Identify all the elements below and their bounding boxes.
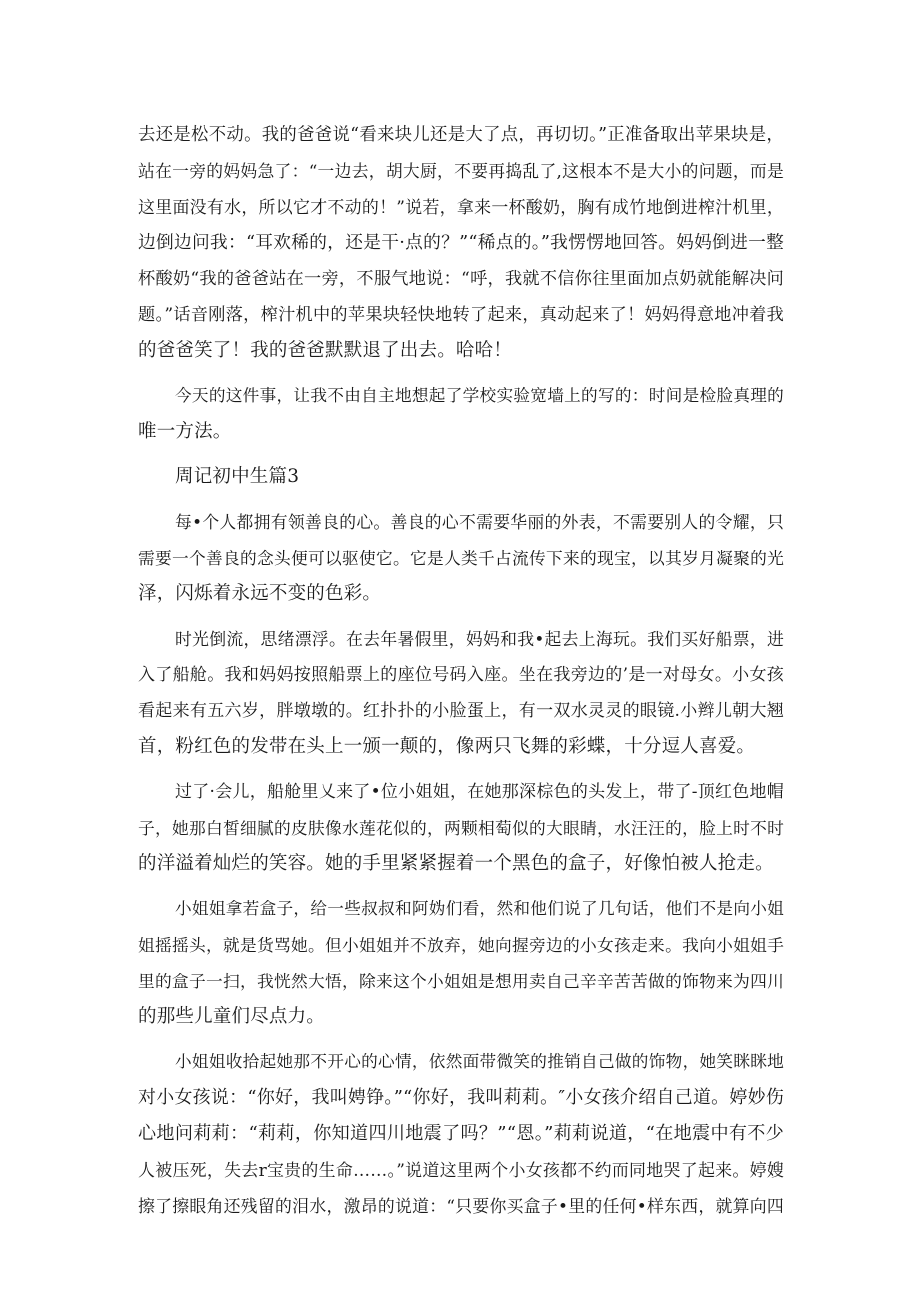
text-line: 心地问莉莉：“莉莉，你知道四川地震了吗？”“恩。”莉莉说道，“在地震中有不少 — [138, 1123, 784, 1144]
text-line: 每•个人都拥有领善良的心。善良的心不需要华丽的外表，不需要别人的令耀，只 — [175, 512, 784, 532]
text-line: 看起来有五六岁，胖墩墩的。红扑扑的小脸蛋上，有一双水灵灵的眼镜.小辫儿朝大翘 — [138, 701, 784, 721]
text-line: 今天的这件事，让我不由自主地想起了学校实验宽墙上的写的：时间是检脸真理的 — [175, 386, 784, 405]
text-line: 里的盒子一扫，我恍然大悟，除来这个小姐姐是想用卖自己辛辛苦苦做的饰物来为四川 — [138, 971, 784, 991]
text-line: 的洋溢着灿烂的笑容。她的手里紧紧握着一个黑色的盒子，好像怕被人抢走。 — [138, 853, 774, 874]
text-line: 过了·会儿，船舱里乂来了•位小姐姐，在她那深棕色的头发上，带了-顶红色地帽 — [175, 782, 784, 802]
text-line: 入了船舱。我和妈妈按照船票上的座位号码入座。坐在我旁边的’是一对母女。小女孩 — [138, 665, 784, 685]
section-heading: 周记初中生篇3 — [175, 466, 300, 487]
paragraph-2 — [138, 378, 784, 450]
text-line: 边倒边问我：“耳欢稀的，还是干·点的？”“稀点的。”我愣愣地回答。妈妈倒进一整 — [138, 233, 784, 253]
paragraph-5 — [138, 774, 784, 882]
text-line: 首，粉红色的发带在头上一颁一颠的，像两只飞舞的彩蝶，十分逗人喜爱。 — [138, 736, 756, 757]
text-line: 子，她那白皙细腻的皮肤像水莲花似的，两颗相萄似的大眼睛，水汪汪的，脸上时不时 — [138, 818, 784, 838]
text-line: 去还是松不动。我的爸爸说“看来块儿还是大了点，再切切。”正准备取出苹果块是， — [138, 125, 784, 145]
paragraph-7 — [138, 1044, 784, 1224]
text-line: 的爸爸笑了！我的爸爸默默退了出去。哈哈！ — [138, 340, 513, 361]
text-line: 姐摇摇头，就是货骂她。但小姐姐并不放弃，她向握旁边的小女孩走来。我向小姐姐手 — [138, 935, 784, 955]
text-line: 小姐姐收拾起她那不开心的心情，依然面带微笑的推销自己做的饰物，她笑眯眯地 — [175, 1052, 784, 1071]
text-line: 唯一方法。 — [138, 421, 232, 442]
paragraph-4 — [138, 621, 784, 765]
text-line: 人被压死，失去r宝贵的生命……。”说道这里两个小女孩都不约而同地哭了起来。婷嫂 — [138, 1160, 784, 1180]
text-line: 擦了擦眼角还残留的泪水，激昂的说道：“只要你买盒子•里的任何•样东西，就算向四 — [138, 1196, 784, 1216]
document-page — [138, 117, 784, 1233]
text-line: 泽，闪烁着永远不变的色彩。 — [138, 583, 382, 604]
text-line: 这里面没有水，所以它才不动的！”说若，拿来一杯酸奶，胸有成竹地倒进榨汁机里， — [138, 197, 784, 217]
text-line: 杯酸奶“我的爸爸站在一旁，不服气地说：“呼，我就不信你往里面加点奶就能解决问 — [138, 269, 784, 289]
text-line: 需要一个善良的念头便可以驱使它。它是人类千占流传下来的现宝，以其岁月凝聚的光 — [138, 548, 784, 568]
text-line: 对小女孩说：“你好，我叫娉铮。”“你好，我叫莉莉。″小女孩介绍自己道。婷妙伤 — [138, 1087, 784, 1108]
text-line: 小姐姐拿若盒子，给一些叔叔和阿妫们看，然和他们说了几句话，他们不是向小姐 — [175, 899, 784, 918]
text-line: 题。”话音刚落，榨汁机中的苹果块轻快地转了起来，真动起来了！妈妈得意地冲着我 — [138, 305, 784, 325]
paragraph-6 — [138, 891, 784, 1035]
paragraph-3 — [138, 504, 784, 612]
paragraph-1 — [138, 117, 784, 369]
text-line: 时光倒流，思绪漂浮。在去年暑假里，妈妈和我•起去上海玩。我们买好船票，进 — [175, 629, 784, 649]
text-line: 站在一旁的妈妈急了：“一边去，胡大厨，不要再捣乱了,这根本不是大小的问题，而是 — [138, 161, 784, 181]
text-line: 的那些儿童们尽点力。 — [138, 1006, 326, 1027]
